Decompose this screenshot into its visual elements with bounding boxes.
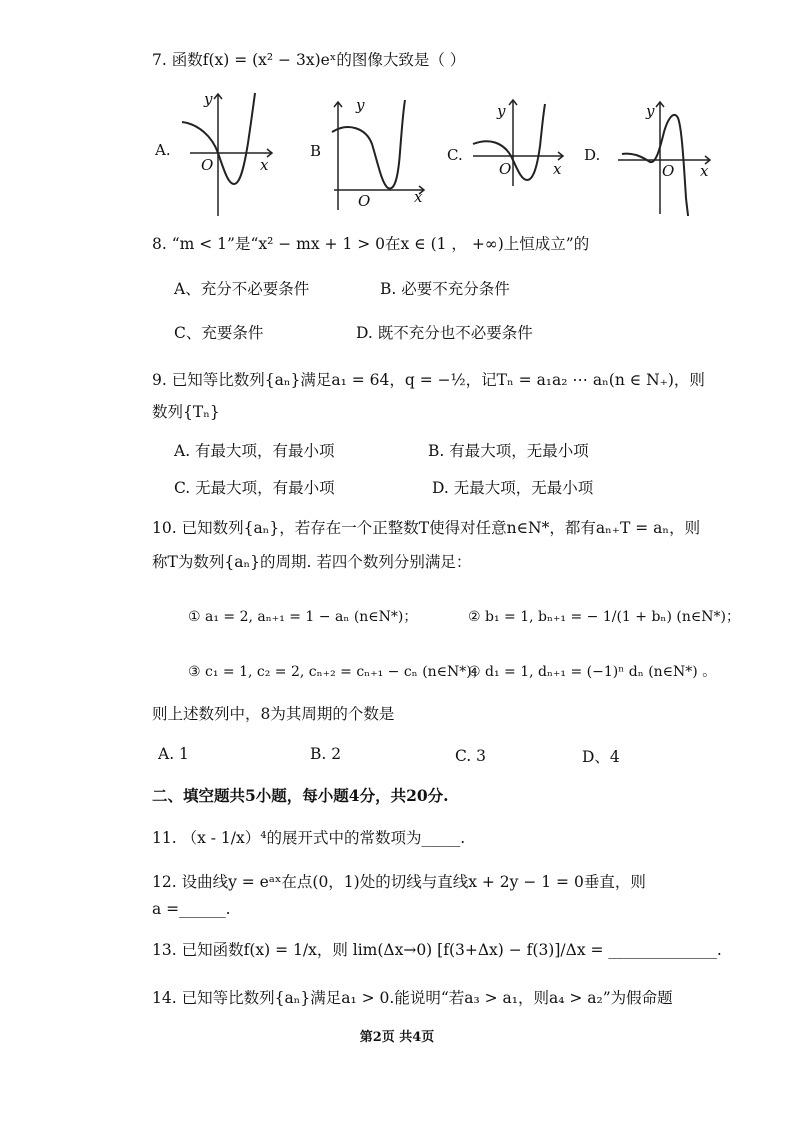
q7-stem: 7. 函数f(x) = (x² − 3x)eˣ的图像大致是（ ） [152,51,466,69]
q13: 13. 已知函数f(x) = 1/x，则 lim(Δx→0) [f(3+Δx) − f(3)]/Δx = ______________. [152,941,722,959]
q7-a-y-label: y [204,90,213,108]
q9-option-a: A. 有最大项，有最小项 [174,442,335,460]
q7-option-c [445,96,575,188]
q10-option-a: A. 1 [158,745,189,763]
q7-graph-b [308,92,443,217]
q7-d-origin-label: O [662,162,675,180]
q7-c-x-label: x [553,160,562,178]
q7-option-b [308,92,443,217]
section-2-heading: 二、填空题共5小题，每小题4分，共20分. [152,786,449,805]
q10-seq-2: ② b₁ = 1, bₙ₊₁ = − 1/(1 + bₙ) (n∈N*)； [468,609,740,625]
q7-c-origin-label: O [499,160,512,178]
q7-graph-a [150,88,290,223]
q10-seq-3: ③ c₁ = 1, c₂ = 2, cₙ₊₂ = cₙ₊₁ − cₙ (n∈N*)； [188,664,486,680]
q7-a-origin-label: O [201,156,214,174]
q7-d-y-label: y [646,102,655,120]
q10-option-d: D、4 [582,748,620,766]
q8-option-b: B. 必要不充分条件 [380,280,510,298]
q7-option-b-letter: B [310,142,322,160]
q11: 11. （x - 1/x）⁴的展开式中的常数项为_____. [152,829,466,847]
q7-b-x-label: x [414,188,423,206]
q7-c-y-label: y [497,102,506,120]
q7-option-d-letter: D. [584,146,601,164]
q7-option-a [150,88,290,223]
q8-stem: 8. “m < 1”是“x² − mx + 1 > 0在x ∈ (1 ， +∞)上恒成立”的 [152,235,590,253]
q7-b-y-label: y [356,96,365,114]
q7-b-origin-label: O [358,192,371,210]
q9-option-d: D. 无最大项，无最小项 [432,479,594,497]
q7-d-x-label: x [700,162,709,180]
q12-cont: a =______. [152,900,231,918]
q7-a-x-label: x [260,156,269,174]
q10-seq-4: ④ d₁ = 1, dₙ₊₁ = (−1)ⁿ dₙ (n∈N*) 。 [468,664,717,680]
q7-option-d [582,98,717,218]
q14: 14. 已知等比数列{aₙ}满足a₁ > 0.能说明“若a₃ > a₁，则a₄ > a₂”为假命题 [152,989,673,1007]
q10-stem: 10. 已知数列{aₙ}，若存在一个正整数T使得对任意n∈N*，都有aₙ₊T = aₙ，则 [152,519,701,537]
q10-stem-cont: 称T为数列{aₙ}的周期. 若四个数列分别满足： [152,553,472,571]
q8-option-c: C、充要条件 [174,324,264,342]
q10-seq-1: ① a₁ = 2, aₙ₊₁ = 1 − aₙ (n∈N*)； [188,609,418,625]
q9-stem-cont: 数列{Tₙ} [152,403,220,421]
q10-option-b: B. 2 [310,745,342,763]
page-number: 第2页 共4页 [359,1030,435,1045]
q12: 12. 设曲线y = eᵃˣ在点(0，1)处的切线与直线x + 2y − 1 = 0垂直，则 [152,873,646,891]
q7-option-c-letter: C. [447,146,463,164]
q7-option-a-letter: A. [155,141,171,159]
q8-option-d: D. 既不充分也不必要条件 [356,324,533,342]
q9-stem: 9. 已知等比数列{aₙ}满足a₁ = 64，q = −½，记Tₙ = a₁a₂ ⋯ aₙ(n ∈ N₊)，则 [152,371,705,389]
q10-option-c: C. 3 [455,747,487,765]
q9-option-c: C. 无最大项，有最小项 [174,479,335,497]
q10-ask: 则上述数列中，8为其周期的个数是 [152,705,395,723]
q9-option-b: B. 有最大项，无最小项 [428,442,589,460]
q8-option-a: A、充分不必要条件 [174,280,310,298]
